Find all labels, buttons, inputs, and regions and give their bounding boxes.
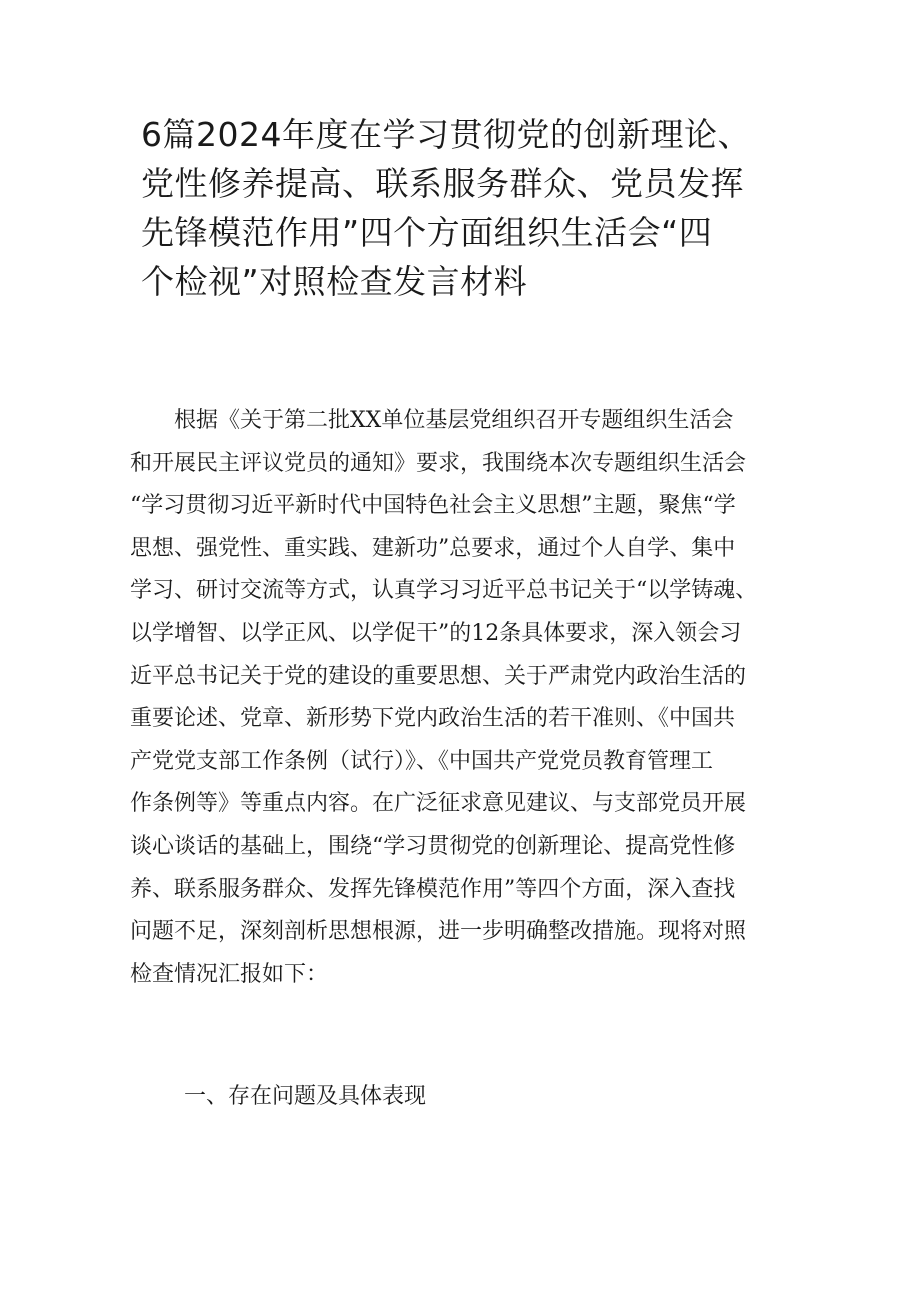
title-line: 党性修养提高、联系服务群众、党员发挥 [141, 164, 744, 203]
paragraph-line: 根据《关于第二批XX单位基层党组织召开专题组织生活会 [130, 408, 734, 433]
paragraph-line: 检查情况汇报如下： [130, 961, 329, 987]
paragraph-line: 学习、研讨交流等方式，认真学习习近平总书记关于“以学铸魂、 [130, 578, 758, 604]
paragraph-line: 和开展民主评议党员的通知》要求，我围绕本次专题组织生活会 [130, 450, 747, 476]
paragraph-line: 产党党支部工作条例（试行）》、《中国共产党党员教育管理工 [130, 748, 714, 774]
section-heading: 一、存在问题及具体表现 [184, 1084, 427, 1109]
title-line: 个检视”对照检查发言材料 [141, 262, 528, 301]
paragraph-line: 重要论述、党章、新形势下党内政治生活的若干准则、《中国共 [130, 706, 736, 732]
document-title [141, 110, 801, 306]
title-line: 6篇2024年度在学习贯彻党的创新理论、 [141, 115, 751, 154]
paragraph-line: 养、联系服务群众、发挥先锋模范作用”等四个方面，深入查找 [130, 876, 736, 902]
paragraph-line: 作条例等》等重点内容。在广泛征求意见建议、与支部党员开展 [130, 791, 747, 817]
paragraph-line: 谈心谈话的基础上，围绕“学习贯彻党的创新理论、提高党性修 [130, 833, 736, 859]
paragraph-line: 近平总书记关于党的建设的重要思想、关于严肃党内政治生活的 [130, 663, 747, 689]
paragraph-line: 以学增智、以学正风、以学促干”的12条具体要求，深入领会习 [130, 620, 742, 646]
intro-paragraph [130, 400, 792, 996]
paragraph-line: “学习贯彻习近平新时代中国特色社会主义思想”主题，聚焦“学 [130, 493, 736, 519]
title-line: 先锋模范作用”四个方面组织生活会“四 [141, 213, 713, 252]
paragraph-line: 思想、强党性、重实践、建新功”总要求，通过个人自学、集中 [130, 535, 736, 561]
paragraph-line: 问题不足，深刻剖析思想根源，进一步明确整改措施。现将对照 [130, 919, 747, 945]
